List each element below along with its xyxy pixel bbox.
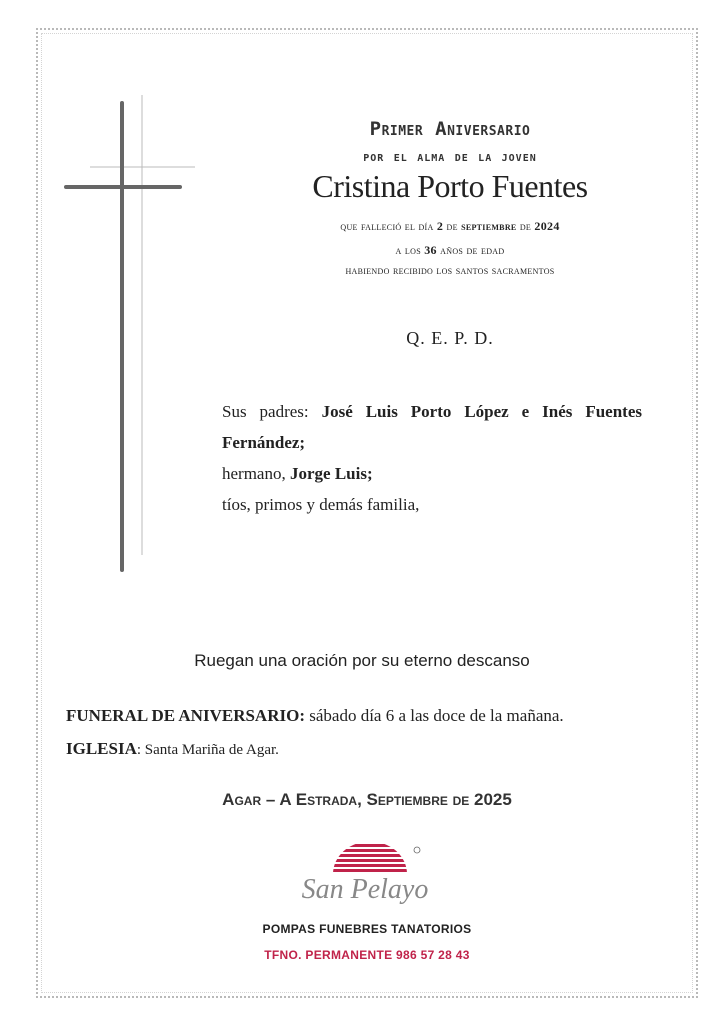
funeral-home-phone: TFNO. PERMANENTE 986 57 28 43 <box>264 948 470 962</box>
heading-title: Primer Aniversario <box>369 118 531 140</box>
church-label: IGLESIA <box>66 739 137 758</box>
place-date: Agar – A Estrada, Septiembre de 2025 <box>222 790 512 809</box>
funeral-label: FUNERAL DE ANIVERSARIO: <box>66 706 305 725</box>
cross-icon <box>60 95 200 575</box>
funeral-value: sábado día 6 a las doce de la mañana. <box>304 706 564 725</box>
parents-line: Sus padres: José Luis Porto López e Inés Fuentes <box>222 402 642 421</box>
heading-subtitle: por el alma de la joven <box>363 149 537 165</box>
others-line: tíos, primos y demás familia, <box>222 495 420 514</box>
brother-line: hermano, Jorge Luis; <box>222 464 373 483</box>
svg-text:San Pelayo: San Pelayo <box>301 874 429 905</box>
sacraments-line: habiendo recibido los santos sacramentos <box>345 263 555 277</box>
church-info <box>66 739 666 759</box>
funeral-home-tagline: POMPAS FUNEBRES TANATORIOS <box>262 922 472 936</box>
deceased-name: Cristina Porto Fuentes <box>312 168 588 204</box>
prayer-request: Ruegan una oración por su eterno descanso <box>194 651 530 670</box>
death-date-line: que falleció el día 2 de septiembre de 2024 <box>340 219 560 233</box>
age-line: a los 36 años de edad <box>395 243 505 257</box>
san-pelayo-logo <box>295 840 435 920</box>
parents-line-cont: Fernández; <box>222 433 306 452</box>
qepd: Q. E. P. D. <box>406 328 494 348</box>
logo-sun-icon <box>325 844 415 872</box>
funeral-info <box>66 706 666 726</box>
family-list <box>222 396 642 520</box>
church-value: : Santa Mariña de Agar. <box>136 742 279 758</box>
